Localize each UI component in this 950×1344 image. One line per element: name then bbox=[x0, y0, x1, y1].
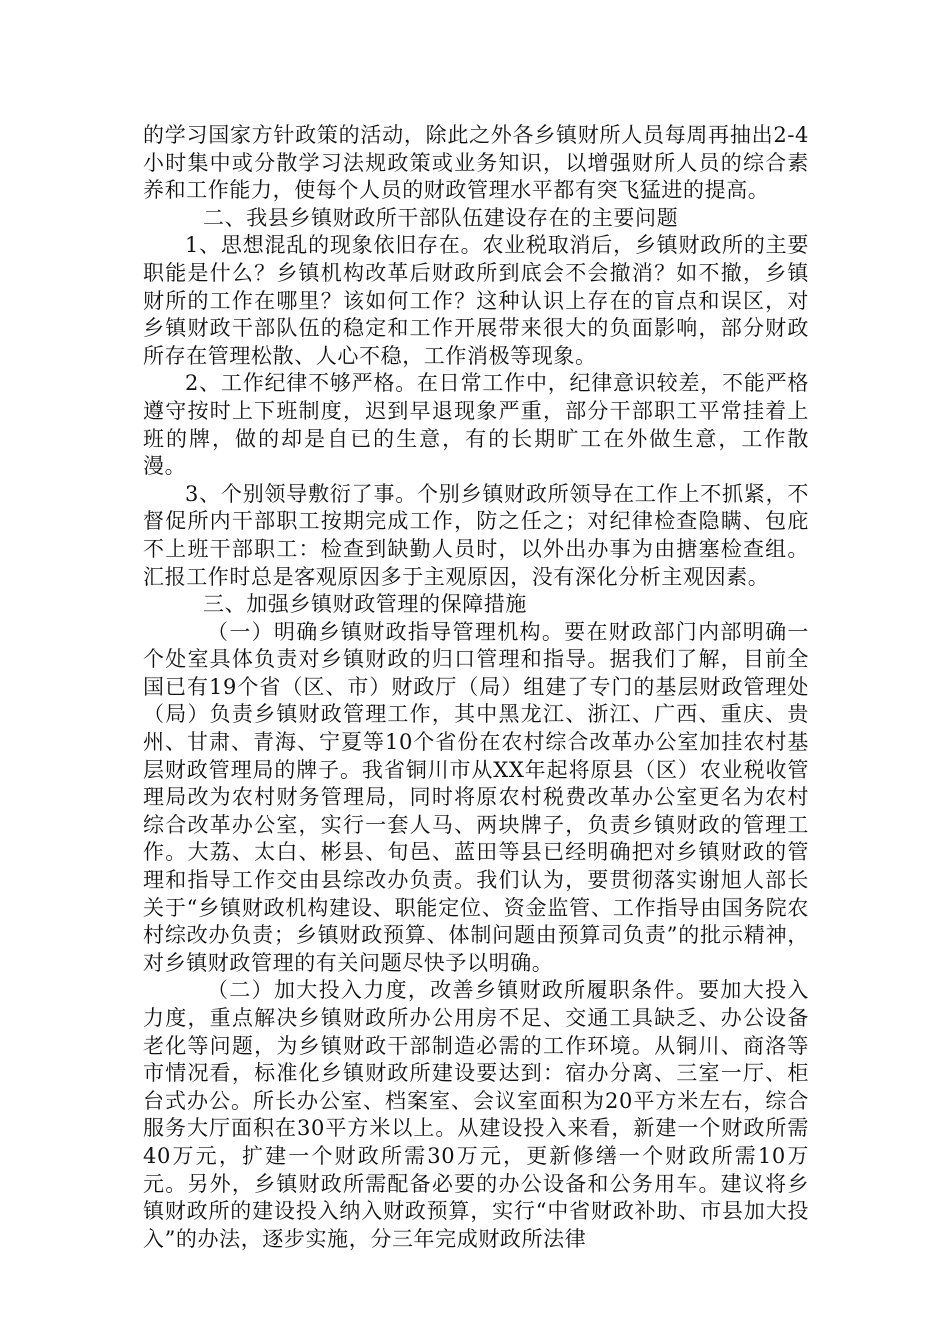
paragraph-item-3: 3、个别领导敷衍了事。个别乡镇财政所领导在工作上不抓紧，不督促所内干部职工按期完成工作，防之任之；对纪律检查隐瞒、包庇不上班干部职工：检查到缺勤人员时，以外出办事为由搪塞检查组。汇报工作时总是客观原因多于主观原因，没有深化分析主观因素。 bbox=[143, 481, 809, 589]
paragraph-item-1: 1、思想混乱的现象依旧存在。农业税取消后，乡镇财政所的主要职能是什么？乡镇机构改革后财政所到底会不会撤消？如不撤，乡镇财所的工作在哪里？该如何工作？这种认识上存在的盲点和误区，对乡镇财政干部队伍的稳定和工作开展带来很大的负面影响，部分财政所存在管理松散、人心不稳，工作消极等现象。 bbox=[143, 233, 809, 368]
paragraph-item-2: 2、工作纪律不够严格。在日常工作中，纪律意识较差，不能严格遵守按时上下班制度，迟到早退现象严重，部分干部职工平常挂着上班的牌，做的却是自已的生意，有的长期旷工在外做生意，工作散漫。 bbox=[143, 371, 809, 479]
document-page bbox=[143, 122, 809, 1253]
section-heading-3: 三、加强乡镇财政管理的保障措施 bbox=[203, 592, 527, 617]
section-heading-2: 二、我县乡镇财政所干部队伍建设存在的主要问题 bbox=[203, 205, 679, 230]
paragraph-measure-1: （一）明确乡镇财政指导管理机构。要在财政部门内部明确一个处室具体负责对乡镇财政的归口管理和指导。据我们了解，目前全国已有19个省（区、市）财政厅（局）组建了专门的基层财政管理处（局）负责乡镇财政管理工作，其中黑龙江、浙江、广西、重庆、贵州、甘肃、青海、宁夏等10个省份在农村综合改革办公室加挂农村基层财政管理局的牌子。我省铜川市从XX年起将原县（区）农业税收管理局改为农村财务管理局，同时将原农村税费改革办公室更名为农村综合改革办公室，实行一套人马、两块牌子，负责乡镇财政的管理工作。大荔、太白、彬县、旬邑、蓝田等县已经明确把对乡镇财政的管理和指导工作交由县综改办负责。我们认为，要贯彻落实谢旭人部长关于“乡镇财政机构建设、职能定位、资金监管、工作指导由国务院农村综改办负责；乡镇财政预算、体制问题由预算司负责”的批示精神，对乡镇财政管理的有关问题尽快予以明确。 bbox=[143, 619, 809, 975]
paragraph-continuation: 的学习国家方针政策的活动，除此之外各乡镇财所人员每周再抽出2-4小时集中或分散学习法规政策或业务知识，以增强财所人员的综合素养和工作能力，使每个人员的财政管理水平都有突飞猛进的提高。 bbox=[143, 123, 809, 203]
paragraph-measure-2: （二）加大投入力度，改善乡镇财政所履职条件。要加大投入力度，重点解决乡镇财政所办公用房不足、交通工具缺乏、办公设备老化等问题，为乡镇财政干部制造必需的工作环境。从铜川、商洛等市情况看，标准化乡镇财政所建设要达到：宿办分离、三室一厅、柜台式办公。所长办公室、档案室、会议室面积为20平方米左右，综合服务大厅面积在30平方米以上。从建设投入来看，新建一个财政所需40万元，扩建一个财政所需30万元，更新修缮一个财政所需10万元。另外，乡镇财政所需配备必要的办公设备和公务用车。建议将乡镇财政所的建设投入纳入财政预算，实行“中省财政补助、市县加大投入”的办法，逐步实施，分三年完成财政所法律 bbox=[143, 978, 809, 1251]
